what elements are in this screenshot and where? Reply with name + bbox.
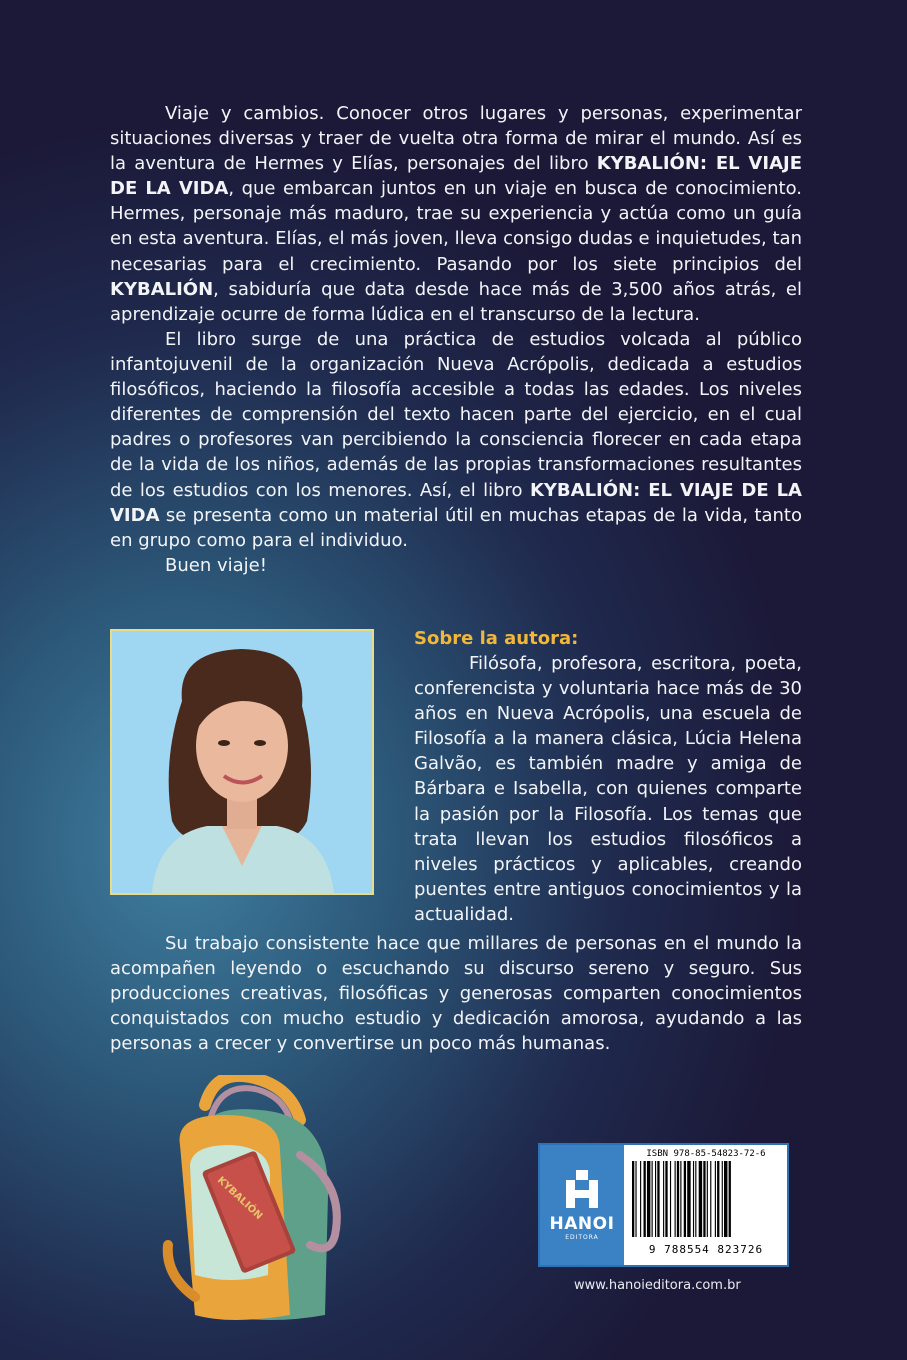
blurb-paragraph-2 xyxy=(110,327,802,553)
author-bio: Filósofa, profesora, escritora, poeta, conferencista y voluntaria hace más de 30 años en Nueva Acrópolis, una escuela de Filosofía a la manera clásica, Lúcia Helena Galvão, es también madre y amiga de Bárbara e Isabella, con quienes comparte la pasión por la Filosofía. Los temas que trata llevan los estudios filosóficos a niveles prácticos y aplicables, creando puentes entre antiguos conocimientos y la actualidad. xyxy=(414,653,802,925)
logo-name: HANOI xyxy=(549,1213,615,1234)
blurb-text: , sabiduría que data desde hace más de 3,500 años atrás, el aprendizaje ocurre de forma lúdica en el transcurso de la lectura. xyxy=(110,278,802,325)
blurb-text: se presenta como un material útil en muchas etapas de la vida, tanto en grupo como para el individuo. xyxy=(110,504,802,551)
isbn-panel xyxy=(538,1143,789,1267)
publisher-logo xyxy=(540,1145,624,1265)
barcode-area xyxy=(628,1149,784,1263)
isbn-label: ISBN 978-85-54823-72-6 xyxy=(646,1149,766,1159)
author-paragraph-2: Su trabajo consistente hace que millares de personas en el mundo la acompañen leyendo o escuchando su discurso sereno y seguro. Sus producciones creativas, filosóficas y generosas comparten conocimientos conquistados con mucho estudio y dedicación amorosa, ayudando a las personas a crecer y convertirse un poco más humanas. xyxy=(110,933,802,1055)
author-photo xyxy=(110,629,374,895)
isbn-digits: 9 788554 823726 xyxy=(648,1243,764,1256)
logo-sub: EDITORA xyxy=(565,1233,599,1241)
author-heading: Sobre la autora: xyxy=(414,628,579,649)
author-portrait xyxy=(112,631,372,893)
blurb-paragraph-3: Buen viaje! xyxy=(165,555,267,576)
blurb-paragraph-1 xyxy=(110,101,802,327)
barcode xyxy=(628,1159,784,1239)
kybalion-word: KYBALIÓN xyxy=(110,278,214,300)
blurb-text: , que embarcan juntos en un viaje en busca de conocimiento. Hermes, personaje más maduro, trae su experiencia y actúa como un guía en esta aventura. Elías, el más joven, lleva consigo dudas e inquietudes, tan necesarias para el crecimiento. Pasando por los siete principios del xyxy=(110,178,802,275)
author-section xyxy=(414,626,802,927)
book-title: KYBALIÓN: EL VIAJE DE LA VIDA xyxy=(110,479,802,526)
backpack-illustration xyxy=(150,1075,350,1325)
publisher-website: www.hanoieditora.com.br xyxy=(574,1278,741,1293)
blurb-text: Viaje y cambios. Conocer otros lugares y personas, experimentar situaciones diversas y traer de vuelta otra forma de mirar el mundo. Así es la aventura de Hermes y Elías, personajes del libro xyxy=(110,103,802,175)
hanoi-logo-icon xyxy=(564,1170,600,1210)
blurb-text: El libro surge de una práctica de estudios volcada al público infantojuvenil de la organización Nueva Acrópolis, dedicada a estudios filosóficos, haciendo la filosofía accesible a todas las edades. Los niveles diferentes de comprensión del texto hacen parte del ejercicio, en el cual padres o profesores van percibiendo la consciencia florecer en cada etapa de la vida de los niños, además de las propias transformaciones resultantes de los estudios con los menores. Así, el libro xyxy=(110,329,802,501)
book-title: KYBALIÓN: EL VIAJE DE LA VIDA xyxy=(110,153,802,200)
book-spine-label: KYBALIÓN xyxy=(214,1174,265,1223)
